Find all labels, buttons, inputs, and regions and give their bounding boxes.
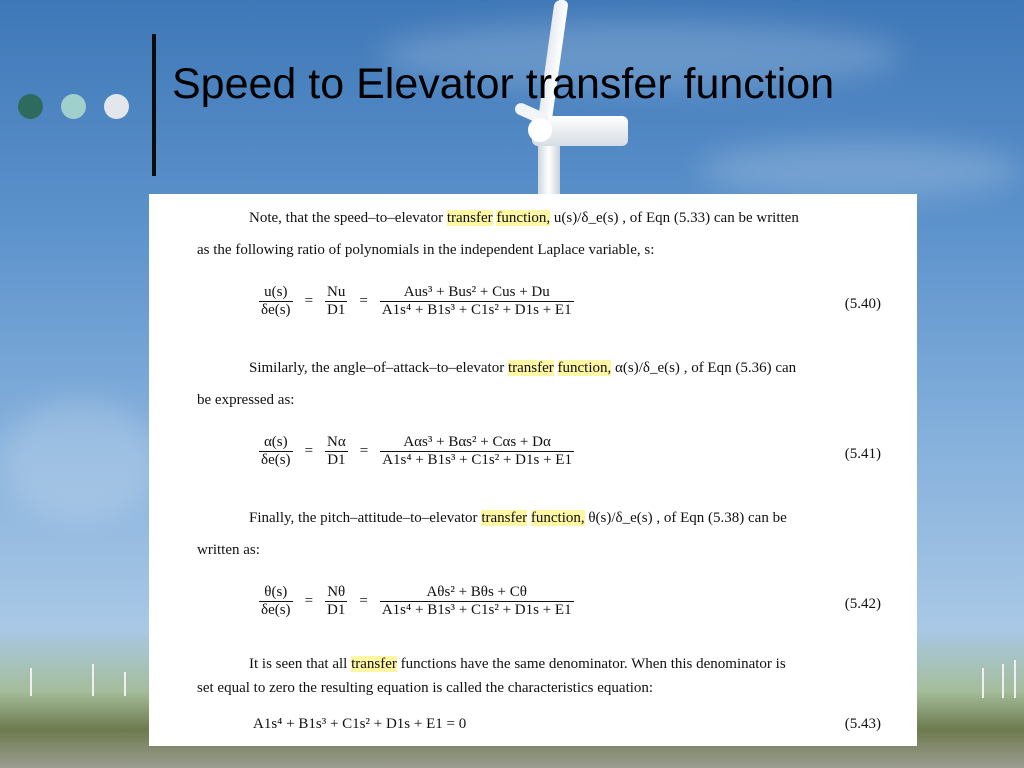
decor-dot [104,94,129,119]
eq-lhs-den: δe(s) [261,302,291,318]
paragraph-3 [197,502,881,566]
text: , of Eqn (5.33) can be written [622,210,799,226]
equation-5-43 [253,716,466,733]
eq-lhs-num: u(s) [264,284,288,300]
eq-mid-den: D1 [327,602,346,618]
eq-rhs-den: A1s⁴ + B1s³ + C1s² + D1s + E1 [381,302,572,318]
sky-cloud [0,400,160,520]
text: Similarly, the angle–of–attack–to–elevator [249,360,505,376]
text: Finally, the pitch–attitude–to–elevator [249,510,478,526]
highlight: transfer [351,656,397,672]
text: set equal to zero the resulting equation is called the characteristics equation: [197,680,654,696]
sky-cloud [700,140,1020,200]
eq-rhs-den: A1s⁴ + B1s³ + C1s² + D1s + E1 [382,452,572,468]
highlight: transfer [481,510,528,526]
paragraph-2 [197,352,881,416]
eq-mid-den: D1 [327,452,346,468]
eq-lhs-num: θ(s) [264,584,288,600]
text: , of Eqn (5.38) can be [656,510,787,526]
eq-characteristic: A1s⁴ + B1s³ + C1s² + D1s + E1 = 0 [253,716,467,732]
eq-mid-num: Nu [327,284,346,300]
eq-rhs-num: Aus³ + Bus² + Cus + Du [403,284,550,300]
slide-title: Speed to Elevator transfer function [172,60,835,108]
eq-mid-num: Nθ [327,584,346,600]
text: , of Eqn (5.36) can [683,360,797,376]
eq-mid-den: D1 [327,302,346,318]
highlight: function, [496,210,551,226]
equation-5-40: $\frac{u(s)}{\delta e(s)}$ = $\frac{Nu}{D1}$ = $\frac{\text{Aus³ + Bus² + Cus + Du}}{\text{A1s⁴ + B1s³ + C1s² + D1s + E1}}$ [261,284,572,318]
title-divider [152,34,156,176]
equation-5-41: $\frac{\alpha(s)}{\delta e(s)}$ = $\frac{N\alpha}{D1}$ = $\frac{\text{Aαs³ + Bαs² + Cαs + Dα}}{\text{A1s⁴ + B1s³ + C1s² + D1s + E1}}$ [261,434,572,468]
eq-rhs-num: Aθs² + Bθs + Cθ [426,584,527,600]
decor-dots [18,94,129,119]
equation-number: (5.42) [844,596,881,612]
equation-number: (5.43) [844,716,881,732]
decor-dot [61,94,86,119]
highlight: function, [557,360,612,376]
eq-rhs-num: Aαs³ + Bαs² + Cαs + Dα [403,434,551,450]
text: as the following ratio of polynomials in the independent Laplace variable, s: [197,242,655,258]
equation-5-42: $\frac{\theta(s)}{\delta e(s)}$ = $\frac{N\theta}{D1}$ = $\frac{\text{Aθs² + Bθs + Cθ}}{\text{A1s⁴ + B1s³ + C1s² + D1s + E1}}$ [261,584,572,618]
inline-math: θ(s)/δ_e(s) [588,510,653,526]
eq-rhs-den: A1s⁴ + B1s³ + C1s² + D1s + E1 [381,602,572,618]
eq-lhs-num: α(s) [263,434,288,450]
text: Note, that the speed–to–elevator [249,210,444,226]
highlight: function, [530,510,585,526]
highlight: transfer [507,360,554,376]
paragraph-1 [197,202,881,266]
decor-dot [18,94,43,119]
eq-lhs-den: δe(s) [261,602,291,618]
inline-math: u(s)/δ_e(s) [553,210,619,226]
text: It is seen that all [249,656,348,672]
text: functions have the same denominator. When this denominator is [400,656,786,672]
eq-mid-num: Nα [327,434,346,450]
equation-number: (5.40) [844,296,881,312]
equation-number: (5.41) [844,446,881,462]
highlight: transfer [446,210,493,226]
turbine-hub [528,118,552,142]
text: be expressed as: [197,392,295,408]
text: written as: [197,542,260,558]
eq-lhs-den: δe(s) [261,452,291,468]
document-panel [149,194,917,746]
inline-math: α(s)/δ_e(s) [615,360,680,376]
paragraph-4 [197,652,881,700]
